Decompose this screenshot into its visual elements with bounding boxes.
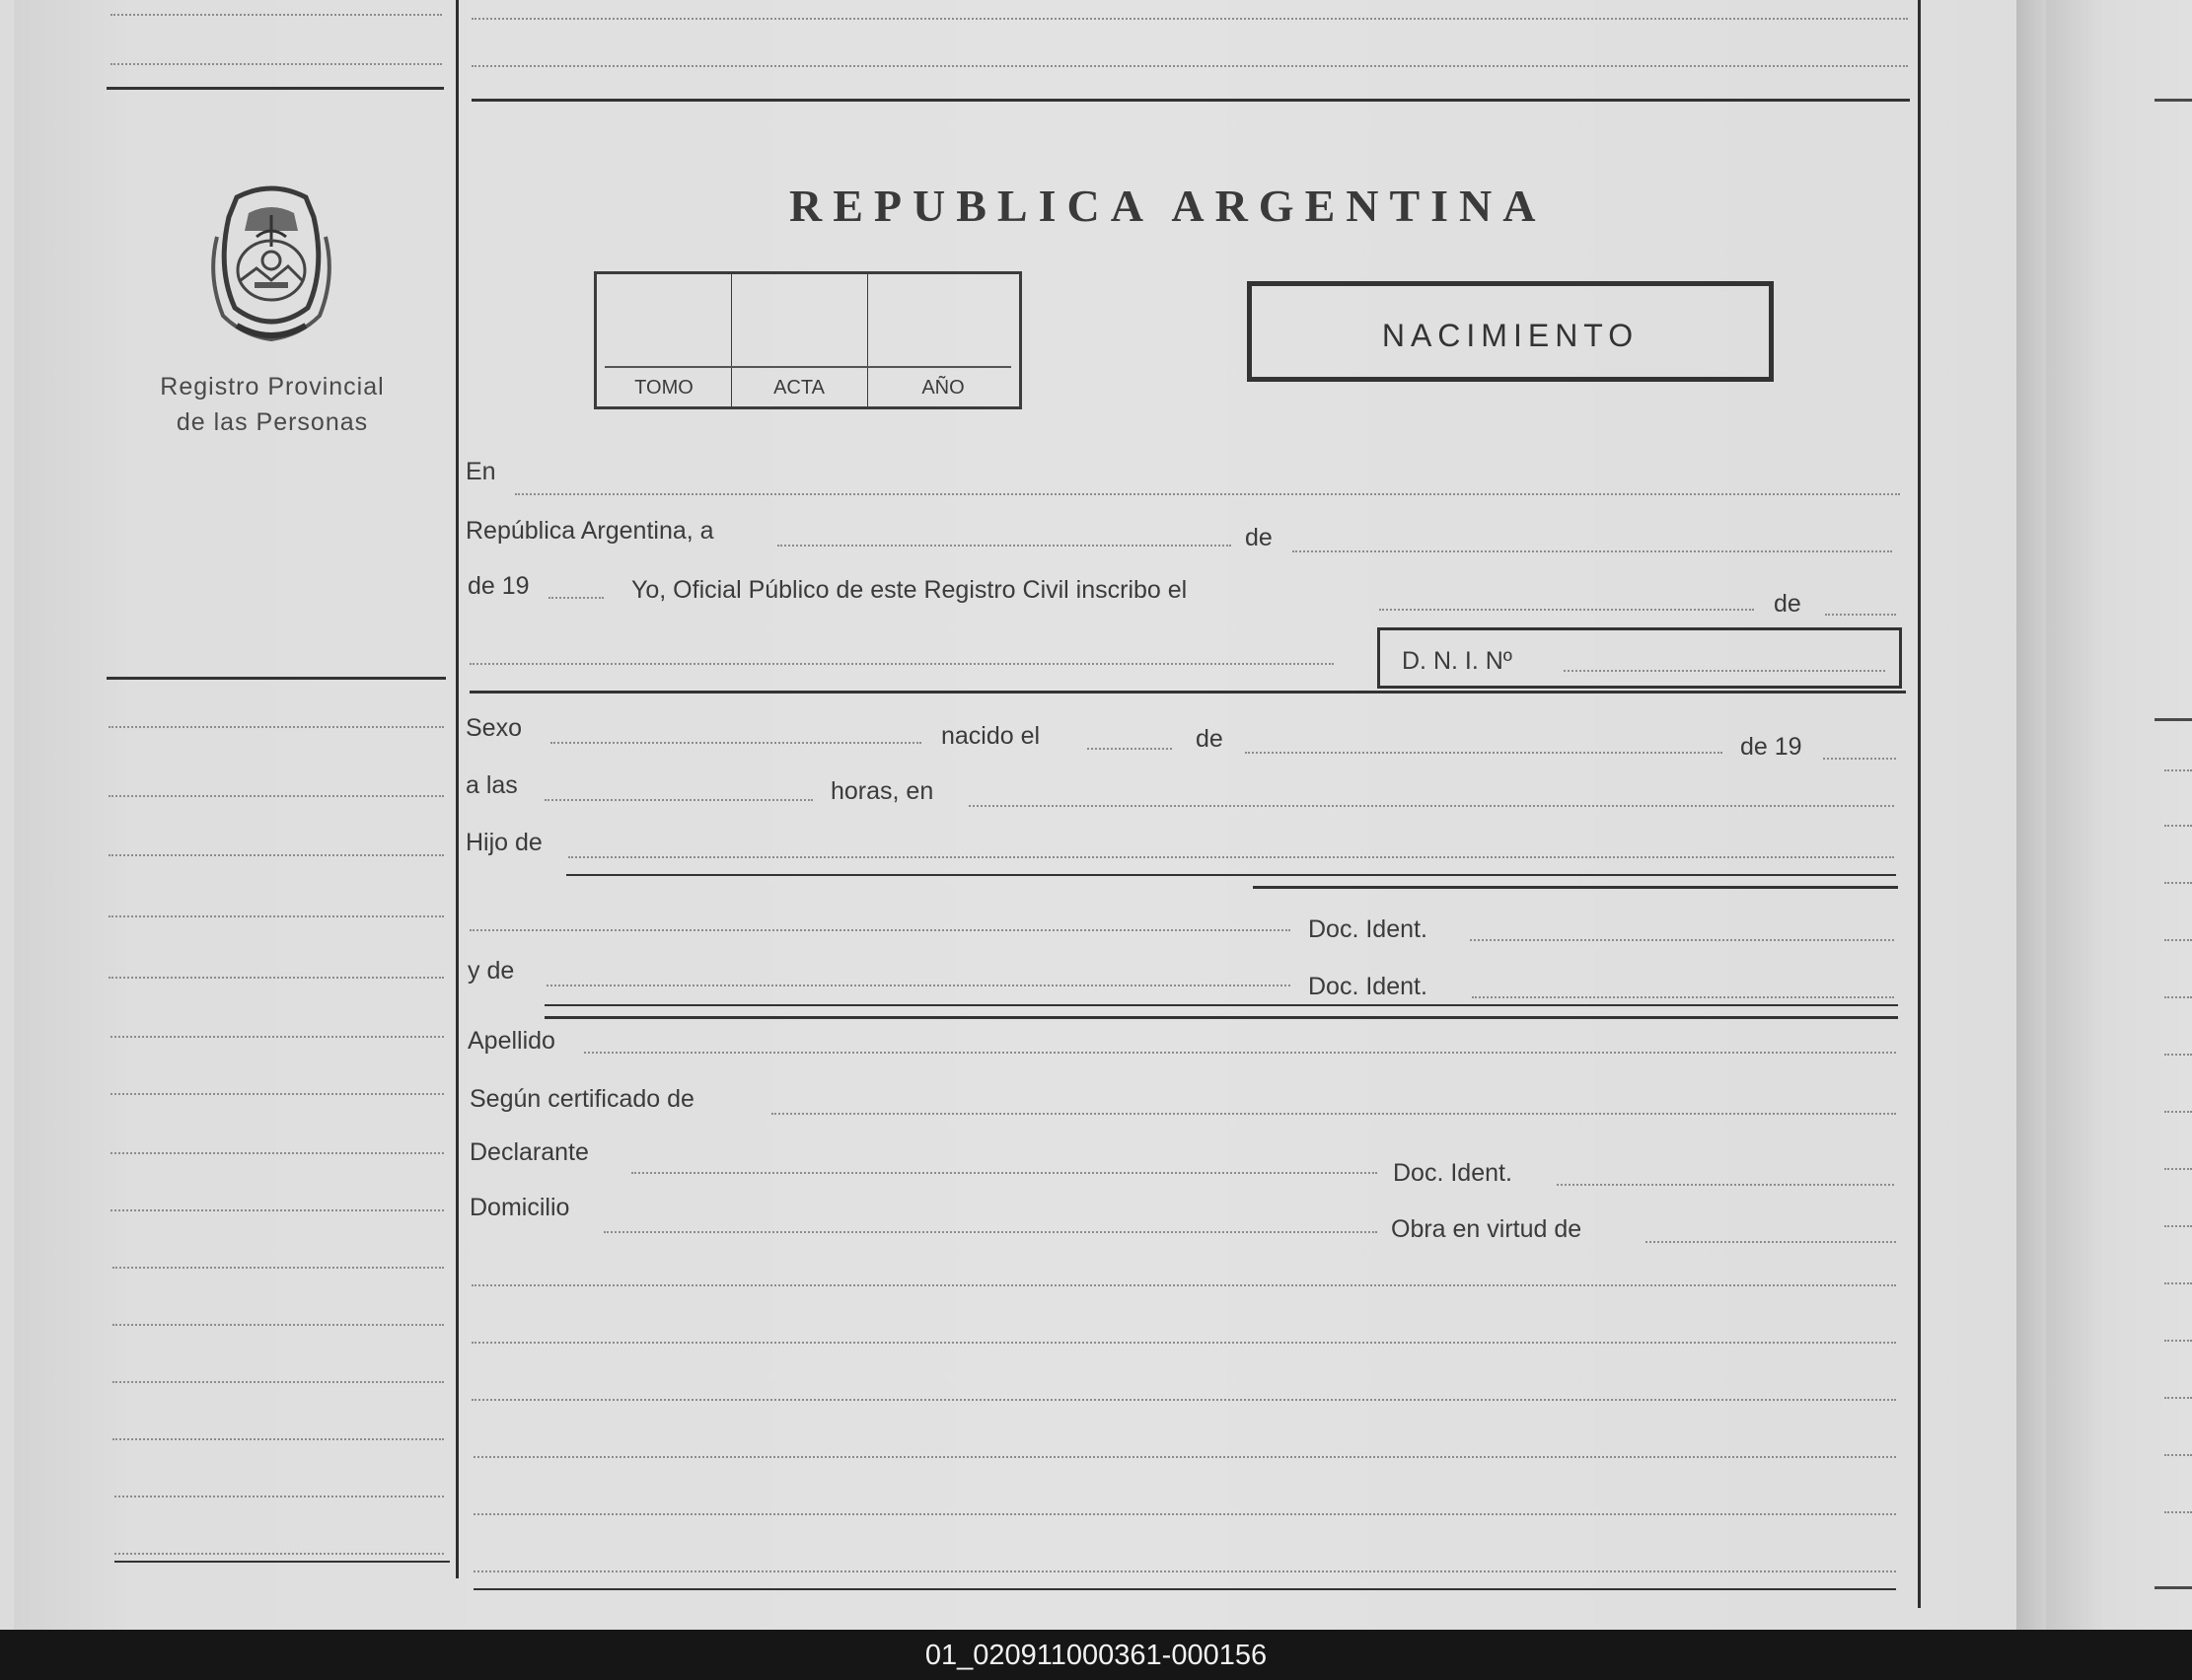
y-de-label: y de	[468, 957, 515, 985]
birth-day-field[interactable]	[1087, 748, 1172, 750]
margin-dotted-line	[114, 1553, 444, 1555]
dni-field[interactable]	[1564, 670, 1885, 672]
republica-label: República Argentina, a	[466, 517, 714, 545]
declarante-doc-field[interactable]	[1557, 1184, 1894, 1186]
blank-field[interactable]	[470, 663, 1334, 665]
parent-2-doc-field[interactable]	[1472, 996, 1894, 998]
right-border	[1918, 0, 1921, 1608]
margin-dotted-line	[110, 1036, 444, 1038]
registry-reference-box	[594, 271, 1022, 409]
image-id-bar	[0, 1630, 2192, 1680]
observation-line[interactable]	[474, 1456, 1896, 1458]
parent-2-field[interactable]	[547, 985, 1290, 986]
sexo-label: Sexo	[466, 714, 522, 742]
margin-dotted-line	[110, 63, 442, 65]
birthplace-field[interactable]	[969, 805, 1894, 807]
doc-ident-label: Doc. Ident.	[1308, 973, 1427, 1000]
declarante-label: Declarante	[470, 1138, 589, 1166]
margin-dotted-line	[110, 1209, 444, 1211]
ano-label: AÑO	[921, 377, 965, 399]
margin-dotted-line	[114, 1496, 444, 1497]
sexo-field[interactable]	[550, 742, 921, 744]
section-rule	[107, 87, 444, 90]
segun-label: Según certificado de	[470, 1085, 694, 1113]
adjacent-page	[2046, 0, 2192, 1630]
adjacent-page-dotted	[2164, 769, 2192, 771]
tomo-label: TOMO	[634, 377, 694, 399]
section-rule	[107, 677, 446, 680]
section-rule	[470, 691, 1906, 694]
de-label: de	[1245, 524, 1273, 551]
year-prefix-label: de 19	[468, 572, 530, 600]
margin-dotted-line	[112, 1267, 444, 1269]
month-field[interactable]	[1292, 550, 1892, 552]
de-label: de	[1774, 590, 1801, 618]
cell-divider	[867, 274, 868, 406]
oficial-statement: Yo, Oficial Público de este Registro Civil inscribo el	[631, 576, 1188, 604]
section-rule	[566, 874, 1896, 876]
section-rule	[472, 99, 1910, 102]
observation-line[interactable]	[474, 1513, 1896, 1515]
margin-dotted-line	[109, 977, 444, 979]
margin-dotted-line	[109, 726, 444, 728]
acta-label: ACTA	[773, 377, 825, 399]
margin-dotted-line	[110, 1093, 444, 1095]
margin-dotted-line	[110, 14, 442, 16]
adjacent-page-dotted	[2164, 1111, 2192, 1113]
section-rule	[545, 1016, 1898, 1019]
en-label: En	[466, 458, 496, 485]
act-type-box	[1247, 281, 1774, 382]
adjacent-page-dotted	[2164, 825, 2192, 827]
a-las-label: a las	[466, 771, 518, 799]
apellido-label: Apellido	[468, 1027, 555, 1055]
adjacent-page-dotted	[2164, 1282, 2192, 1284]
day-field[interactable]	[777, 545, 1231, 547]
domicilio-field[interactable]	[604, 1231, 1377, 1233]
parent-1-field[interactable]	[568, 856, 1894, 858]
document-title: REPUBLICA ARGENTINA	[789, 181, 1547, 231]
adjacent-page-dotted	[2164, 1397, 2192, 1399]
observation-line[interactable]	[472, 1284, 1896, 1286]
parent-1-doc-field[interactable]	[1470, 939, 1894, 941]
obra-label: Obra en virtud de	[1391, 1215, 1582, 1243]
adjacent-page-dotted	[2164, 1225, 2192, 1227]
section-rule	[1253, 886, 1898, 889]
observation-line[interactable]	[472, 1399, 1896, 1401]
adjacent-page-rule	[2155, 99, 2192, 102]
certificado-field[interactable]	[771, 1113, 1896, 1115]
margin-bottom-rule	[114, 1561, 450, 1563]
birth-year-prefix-label: de 19	[1740, 733, 1802, 761]
hour-field[interactable]	[545, 799, 813, 801]
column-divider	[456, 0, 459, 1578]
horas-label: horas, en	[831, 777, 934, 805]
domicilio-label: Domicilio	[470, 1194, 570, 1221]
dotted-line	[472, 65, 1908, 67]
declarante-field[interactable]	[631, 1172, 1377, 1174]
parent-1-continuation-field[interactable]	[470, 929, 1290, 931]
adjacent-page-dotted	[2164, 1168, 2192, 1170]
en-field[interactable]	[515, 493, 1900, 495]
cell-baseline	[605, 366, 1011, 368]
birth-year-field[interactable]	[1823, 758, 1896, 760]
adjacent-page-dotted	[2164, 1054, 2192, 1056]
act-type-label: NACIMIENTO	[1381, 318, 1640, 353]
adjacent-page-dotted	[2164, 1340, 2192, 1342]
adjacent-page-dotted	[2164, 1511, 2192, 1513]
doc-ident-label: Doc. Ident.	[1393, 1159, 1512, 1187]
registration-field[interactable]	[1379, 609, 1754, 611]
registration-date-field[interactable]	[1825, 614, 1896, 616]
adjacent-page-rule	[2155, 718, 2192, 721]
adjacent-page-rule	[2155, 1586, 2192, 1589]
margin-dotted-line	[109, 915, 444, 917]
section-rule	[545, 1004, 1898, 1006]
margin-dotted-line	[110, 1152, 444, 1154]
hijo-label: Hijo de	[466, 829, 543, 856]
dni-box	[1377, 627, 1902, 689]
doc-ident-label: Doc. Ident.	[1308, 915, 1427, 943]
registry-office-line-1: Registro Provincial	[160, 373, 385, 401]
dni-label: D. N. I. Nº	[1402, 647, 1512, 675]
margin-dotted-line	[112, 1438, 444, 1440]
nacido-label: nacido el	[941, 722, 1041, 750]
adjacent-page-dotted	[2164, 996, 2192, 998]
page-fold-shadow	[2016, 0, 2046, 1630]
dotted-line	[472, 18, 1908, 20]
registry-office-line-2: de las Personas	[176, 408, 369, 436]
margin-dotted-line	[112, 1381, 444, 1383]
adjacent-page-dotted	[2164, 882, 2192, 884]
observation-line[interactable]	[472, 1342, 1896, 1344]
observation-line[interactable]	[474, 1570, 1896, 1572]
provincial-coat-of-arms-icon	[197, 178, 345, 347]
apellido-field[interactable]	[584, 1052, 1896, 1054]
cell-divider	[731, 274, 732, 406]
bottom-rule	[474, 1588, 1896, 1590]
margin-dotted-line	[109, 795, 444, 797]
year-field[interactable]	[548, 597, 604, 599]
de-label: de	[1196, 725, 1223, 753]
adjacent-page-dotted	[2164, 1454, 2192, 1456]
birth-month-field[interactable]	[1245, 752, 1722, 754]
obra-field[interactable]	[1645, 1241, 1896, 1243]
adjacent-page-dotted	[2164, 939, 2192, 941]
margin-dotted-line	[109, 854, 444, 856]
image-code: 01_020911000361-000156	[924, 1640, 1268, 1671]
margin-dotted-line	[112, 1324, 444, 1326]
